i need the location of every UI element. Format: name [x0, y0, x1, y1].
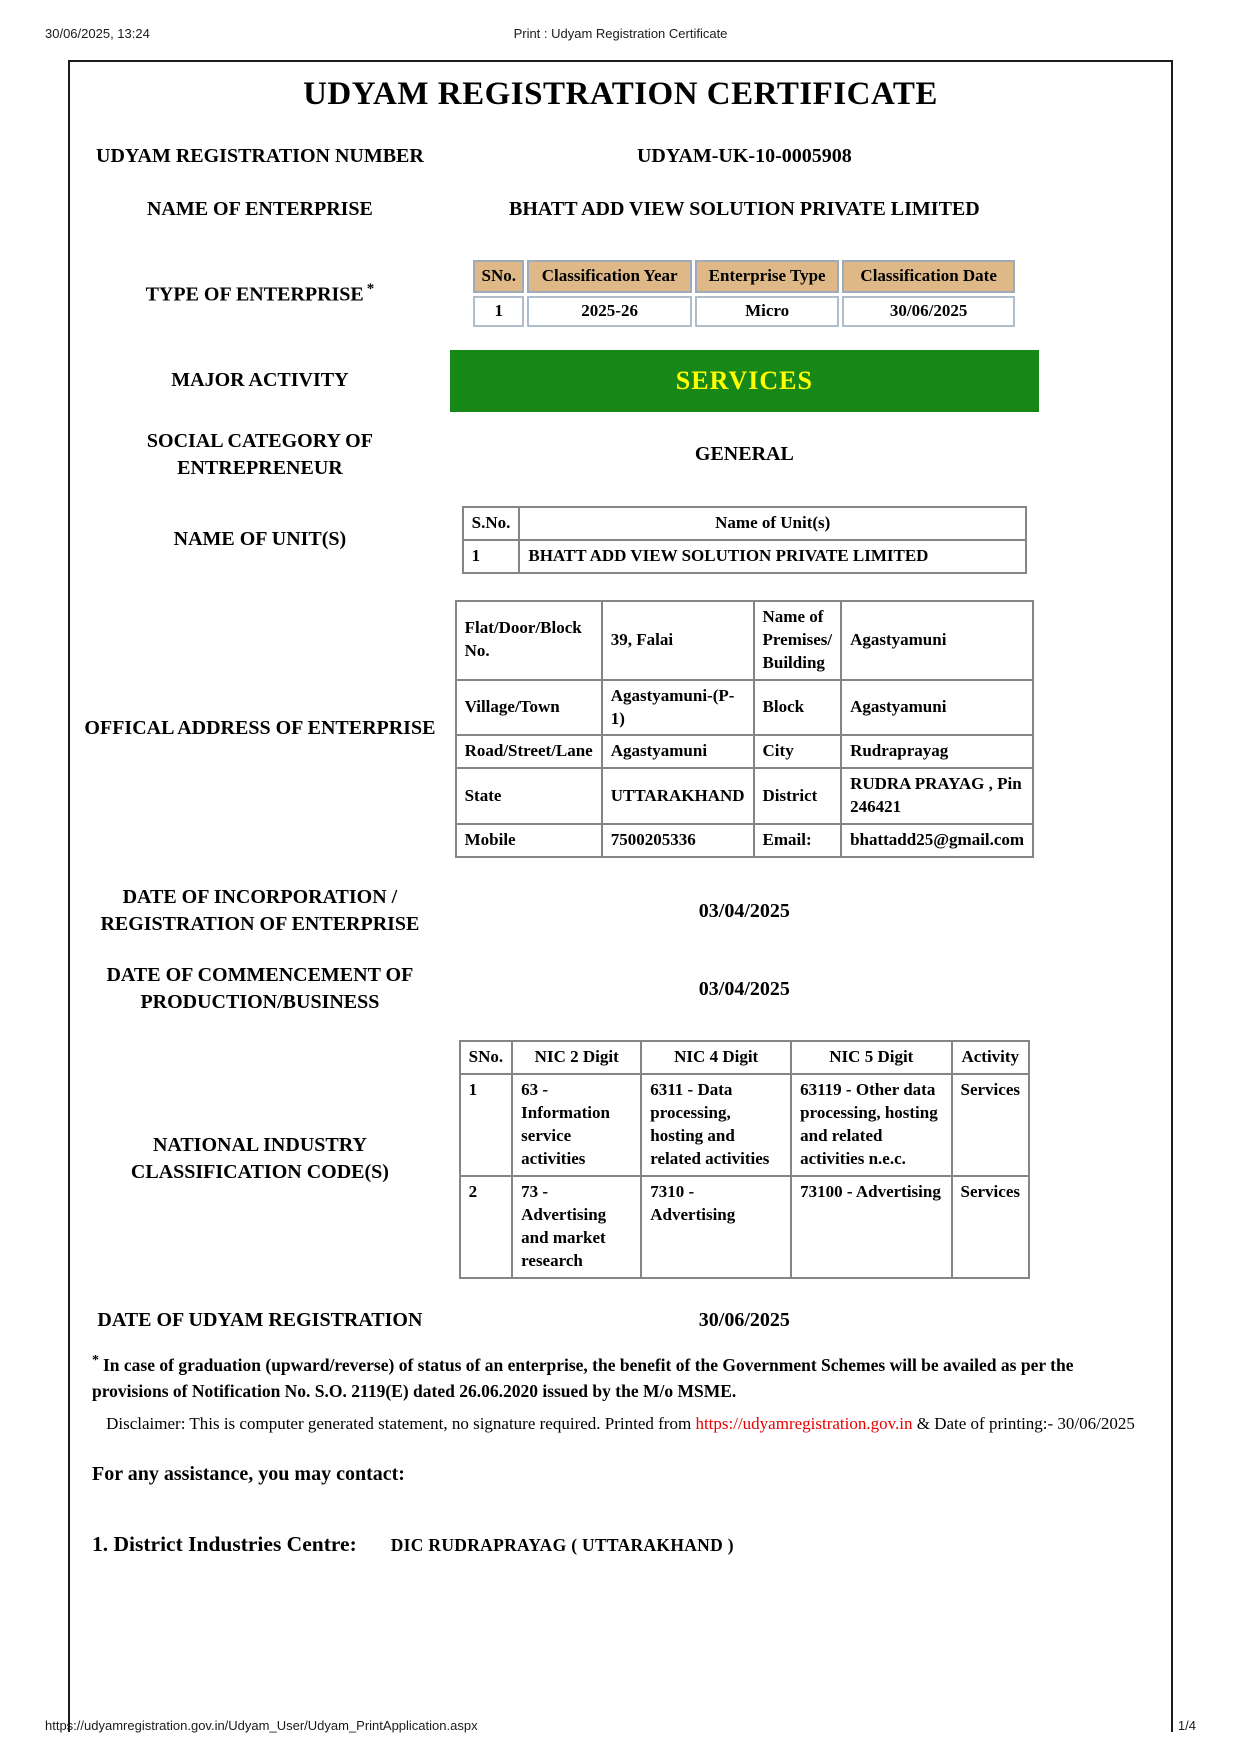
nic-cell-2-activity: Services	[952, 1176, 1030, 1278]
social-category-row	[70, 428, 1171, 482]
type-of-enterprise-label	[70, 279, 450, 309]
udyam-date-row	[70, 1307, 1171, 1334]
units-header-name: Name of Unit(s)	[519, 507, 1026, 540]
address-label-mobile: Mobile	[456, 824, 602, 857]
address-label-flat: Flat/Door/Block No.	[456, 601, 602, 680]
disclaimer-text-after: & Date of printing:- 30/06/2025	[912, 1413, 1135, 1433]
address-value-road: Agastyamuni	[602, 735, 754, 768]
certificate-title: UDYAM REGISTRATION CERTIFICATE	[303, 76, 938, 112]
units-table	[462, 506, 1027, 574]
print-footer-url: https://udyamregistration.gov.in/Udyam_User/Udyam_PrintApplication.aspx	[45, 1718, 478, 1733]
address-row-state	[456, 768, 1034, 824]
date-incorporation-label: DATE OF INCORPORATION / REGISTRATION OF ENTERPRISE	[100, 886, 420, 936]
nic-cell-1-activity: Services	[952, 1074, 1030, 1176]
date-commencement-value: 03/04/2025	[698, 977, 790, 1000]
address-label-premises: Name of Premises/ Building	[754, 601, 842, 680]
udyam-site-link[interactable]: https://udyamregistration.gov.in	[695, 1413, 913, 1433]
address-label-city: City	[754, 735, 842, 768]
nic-cell-1-4digit: 6311 - Data processing, hosting and related activities	[641, 1074, 791, 1176]
social-category-label: SOCIAL CATEGORY OF ENTREPRENEUR	[146, 429, 373, 479]
major-activity-banner: SERVICES	[450, 350, 1039, 412]
urn-row	[70, 143, 1171, 170]
enterprise-name-value: BHATT ADD VIEW SOLUTION PRIVATE LIMITED	[509, 198, 980, 220]
classification-cell-sno: 1	[473, 296, 524, 327]
classification-header-sno: SNo.	[473, 260, 524, 293]
classification-cell-type: Micro	[695, 296, 839, 327]
udyam-date-label: DATE OF UDYAM REGISTRATION	[97, 1308, 423, 1331]
graduation-footnote	[92, 1350, 1149, 1404]
nic-table	[459, 1040, 1030, 1278]
address-row-road	[456, 735, 1034, 768]
address-label-village: Village/Town	[456, 680, 602, 736]
dic-label: 1. District Industries Centre:	[92, 1531, 357, 1556]
units-header-row	[463, 507, 1026, 540]
classification-cell-date: 30/06/2025	[842, 296, 1015, 327]
address-value-district: RUDRA PRAYAG , Pin 246421	[841, 768, 1033, 824]
social-category-value: GENERAL	[694, 443, 794, 466]
address-label-state: State	[456, 768, 602, 824]
enterprise-name-row	[70, 196, 1171, 223]
classification-data-row	[473, 296, 1015, 327]
print-datetime: 30/06/2025, 13:24	[45, 26, 150, 41]
nic-data-row-2	[460, 1176, 1029, 1278]
print-header	[0, 0, 1241, 44]
address-value-village: Agastyamuni-(P-1)	[602, 680, 754, 736]
nic-header-5digit: NIC 5 Digit	[791, 1041, 951, 1074]
type-of-enterprise-row	[70, 257, 1171, 330]
nic-cell-2-4digit: 7310 - Advertising	[641, 1176, 791, 1278]
classification-table	[470, 257, 1018, 330]
address-value-premises: Agastyamuni	[841, 601, 1033, 680]
nic-cell-2-2digit: 73 - Advertising and market research	[512, 1176, 641, 1278]
address-label-district: District	[754, 768, 842, 824]
assistance-heading: For any assistance, you may contact:	[92, 1462, 405, 1485]
address-value-state: UTTARAKHAND	[602, 768, 754, 824]
address-value-mobile: 7500205336	[602, 824, 754, 857]
nic-data-row-1	[460, 1074, 1029, 1176]
footnote-asterisk: *	[92, 1352, 99, 1368]
nic-cell-1-5digit: 63119 - Other data processing, hosting and related activities n.e.c.	[791, 1074, 951, 1176]
nic-header-row	[460, 1041, 1029, 1074]
dic-value: DIC RUDRAPRAYAG ( UTTARAKHAND )	[390, 1534, 734, 1555]
address-row-flat	[456, 601, 1034, 680]
units-cell-sno: 1	[463, 540, 520, 573]
address-value-email: bhattadd25@gmail.com	[841, 824, 1033, 857]
footnote-text: In case of graduation (upward/reverse) of status of an enterprise, the benefit of the Government Schemes will be availed as per the provisions of Notification No. S.O. 2119(E) dated 26.06.2020 issued by the M/o MSME.	[92, 1354, 1074, 1401]
urn-value: UDYAM-UK-10-0005908	[636, 145, 852, 167]
print-doc-title: Print : Udyam Registration Certificate	[513, 26, 728, 41]
classification-header-date: Classification Date	[842, 260, 1015, 293]
nic-row	[70, 1040, 1171, 1278]
classification-header-row	[473, 260, 1015, 293]
units-table-wrap	[450, 506, 1039, 574]
nic-table-wrap	[450, 1040, 1039, 1278]
nic-cell-1-sno: 1	[460, 1074, 512, 1176]
classification-header-year: Classification Year	[527, 260, 692, 293]
type-of-enterprise-label-text: TYPE OF ENTERPRISE	[145, 283, 364, 306]
certificate-frame	[68, 60, 1173, 1732]
disclaimer-text-before: Disclaimer: This is computer generated statement, no signature required. Printed from	[106, 1413, 696, 1433]
units-header-sno: S.No.	[463, 507, 520, 540]
disclaimer	[100, 1412, 1141, 1437]
units-cell-name: BHATT ADD VIEW SOLUTION PRIVATE LIMITED	[519, 540, 1026, 573]
date-incorporation-value: 03/04/2025	[698, 899, 790, 922]
address-row-mobile	[456, 824, 1034, 857]
enterprise-name-label: NAME OF ENTERPRISE	[146, 198, 373, 220]
dic-row	[92, 1532, 1171, 1557]
nic-header-activity: Activity	[952, 1041, 1030, 1074]
address-value-city: Rudraprayag	[841, 735, 1033, 768]
nic-cell-1-2digit: 63 - Information service activities	[512, 1074, 641, 1176]
major-activity-label: MAJOR ACTIVITY	[171, 369, 349, 392]
date-incorporation-row	[70, 884, 1171, 938]
nic-header-sno: SNo.	[460, 1041, 512, 1074]
date-commencement-row	[70, 962, 1171, 1016]
official-address-label: OFFICAL ADDRESS OF ENTERPRISE	[84, 717, 436, 740]
major-activity-value-wrap	[450, 350, 1039, 412]
print-footer	[0, 1718, 1241, 1733]
address-table	[455, 600, 1035, 858]
nic-header-2digit: NIC 2 Digit	[512, 1041, 641, 1074]
nic-cell-2-5digit: 73100 - Advertising	[791, 1176, 951, 1278]
urn-label: UDYAM REGISTRATION NUMBER	[96, 145, 424, 167]
units-label: NAME OF UNIT(S)	[173, 528, 347, 551]
units-row	[70, 506, 1171, 574]
classification-cell-year: 2025-26	[527, 296, 692, 327]
address-label-email: Email:	[754, 824, 842, 857]
asterisk-mark: *	[366, 280, 375, 297]
address-table-wrap	[450, 600, 1039, 858]
nic-cell-2-sno: 2	[460, 1176, 512, 1278]
address-value-flat: 39, Falai	[602, 601, 754, 680]
major-activity-row	[70, 350, 1171, 412]
udyam-date-value: 30/06/2025	[698, 1308, 790, 1331]
units-data-row	[463, 540, 1026, 573]
nic-header-4digit: NIC 4 Digit	[641, 1041, 791, 1074]
address-label-road: Road/Street/Lane	[456, 735, 602, 768]
address-value-block: Agastyamuni	[841, 680, 1033, 736]
classification-header-type: Enterprise Type	[695, 260, 839, 293]
nic-label: NATIONAL INDUSTRY CLASSIFICATION CODE(S)	[130, 1134, 389, 1184]
classification-table-wrap	[450, 257, 1039, 330]
date-commencement-label: DATE OF COMMENCEMENT OF PRODUCTION/BUSINESS	[106, 964, 414, 1014]
address-label-block: Block	[754, 680, 842, 736]
official-address-row	[70, 600, 1171, 858]
print-footer-page: 1/4	[1177, 1718, 1196, 1733]
address-row-village	[456, 680, 1034, 736]
